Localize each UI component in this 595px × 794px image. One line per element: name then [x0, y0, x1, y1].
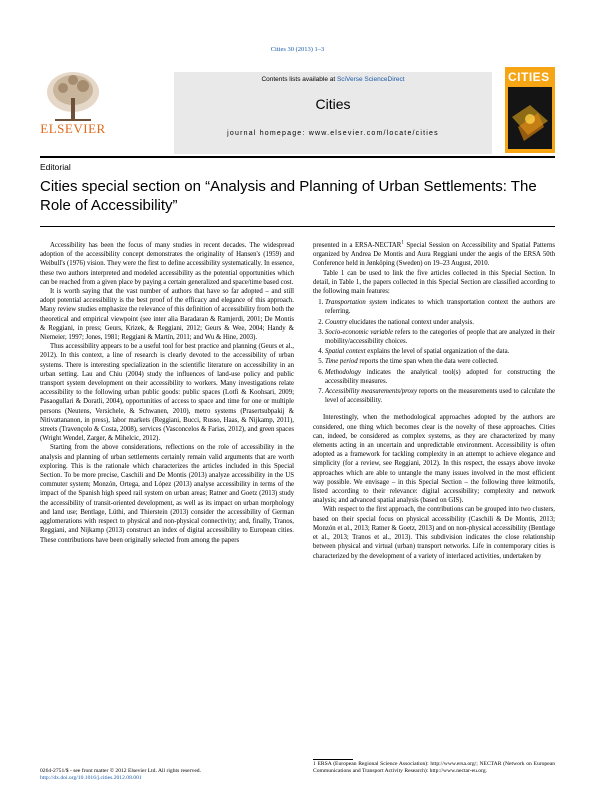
- body-paragraph: Starting from the above considerations, reflections on the role of accessibility in the analysis and planning of urban settlements certainly remain valid arguments that are worth exploring. This is the rationale which characterizes the articles included in this Special Section. To be more precise, Caschili and De Montis (2013) analyze accessibility in the US commuter system; Monzón, Ortega, and López (2013) analyse accessibility in terms of the impact of the Spanish high speed rail system on urban areas; Ratner and Goetz (2013) study the accessibility of transit-oriented development, as well as its impact on urban morphology and land use; Bentlage, Lüthi, and Thierstein (2013) consider the accessibility of German agglomerations with respect to physical and non-physical connectivity; and, finally, Tranos, Reggiani, and Nijkamp (2013) construct an index of digital accessibility to European cities. These contributions have been originally selected from among the papers: [40, 444, 294, 544]
- list-text: refers to the categories of people that are analyzed in their mobility/accessibility choices.: [325, 328, 555, 346]
- list-text: indicates to which transportation context the authors are referring.: [325, 299, 555, 316]
- sciencedirect-link[interactable]: SciVerse ScienceDirect: [336, 76, 405, 83]
- journal-cover[interactable]: [505, 67, 555, 153]
- list-text: explains the level of spatial organization of the data.: [365, 348, 510, 356]
- list-item: [325, 328, 555, 346]
- list-item: [325, 298, 555, 316]
- body-paragraph: Interestingly, when the methodological approaches adopted by the authors are considered, one thing which becomes clear is the novelty of these approaches. Cities can, indeed, be considered as complex systems, as they are characterized by many elements acting in an uncertain and unpredictable environment. Accessibility is often adopted as a framework for tackling complexity in an attempt to achieve elegance and simplicity (for a review, see Reggiani, 2012). In this respect, the essays above invoke approaches which are able to untangle the many issues involved in the most efficient way possible. We envisage – in this Special Section – the following three leitmotifs, listed according to their relevance: digital accessibility; complexity and network analysis; and advanced spatial analysis (based on GIS).: [313, 414, 555, 505]
- paragraph-text: Special Session on Accessibility and Spatial Patterns organized by Andrea De Montis and Aura Reggiani under the aegis of the ERSA 50th Conference held in Jønköping (Sweden) on 19–23 August, 2010.: [313, 242, 555, 268]
- copyright-line: 0264-2751/$ - see front matter © 2012 Elsevier Ltd. All rights reserved.: [40, 768, 201, 774]
- homepage-link[interactable]: www.elsevier.com/locate/cities: [308, 130, 439, 137]
- body-paragraph: [313, 241, 555, 269]
- cover-night-image: [508, 87, 552, 149]
- list-item: [325, 357, 555, 366]
- title-rule: [40, 226, 555, 227]
- contents-prefix: Contents lists available at: [261, 76, 337, 83]
- footnote-rule: [313, 759, 353, 760]
- list-text: reports on the measurements used to calculate the level of accessibility.: [325, 388, 555, 405]
- article-info: [40, 768, 201, 783]
- list-term: Accessibility measurements/proxy: [325, 388, 417, 396]
- header-rule: [40, 156, 555, 158]
- left-column: [40, 241, 294, 545]
- right-column: [313, 241, 555, 561]
- journal-reference[interactable]: Cities 30 (2013) 1–3: [270, 46, 325, 53]
- list-item: [325, 387, 555, 405]
- list-item: [325, 347, 555, 356]
- footnote: 1 ERSA (European Regional Science Association): http://www.ersa.org/; NECTAR (Network on European Communications and Transport Activity Research): http://www.nectar-eu.org.: [313, 761, 555, 775]
- list-text: elucidates the national context under analysis.: [347, 318, 474, 326]
- list-term: Country: [325, 318, 348, 326]
- body-paragraph: With respect to the first approach, the contributions can be grouped into two clusters, based on their special focus on physical accessibility (Caschili & De Montis, 2013; Monzón et al., 2013; Ratner & Goetz, 2013) and on non-physical accessibility (Bentlage et al., 2013; Tranos et al., 2013). This subdivision indicates the close relationship between physical and virtual (urban) transport networks. Life in contemporary cities is characterized by the development of a variety of interlaced activities, undertaken by: [313, 506, 555, 560]
- features-list: [313, 298, 555, 405]
- list-term: Methodology: [325, 368, 361, 376]
- list-term: Transportation system: [325, 299, 388, 307]
- paragraph-text: presented in a ERSA-NECTAR: [313, 242, 402, 249]
- body-paragraph: It is worth saying that the vast number of authors that have so far adopted – and still adopt potential accessibility is the best proof of the efficacy and elegance of this approach. Many review studies emphasize the relevance of this definition of accessibility from both the theoretical and empirical viewpoint (see inter alia Baradaran & Ramjerdi, 2001; De Montis & Reggiani, in press; Geurs, Krizek, & Reggiani, 2012; Geurs & Wee, 2004; Handy & Niemeier, 1997; Jones, 1981; Reggiani & Martín, 2011; and Wu & Hine, 2003).: [40, 288, 294, 342]
- homepage-prefix: journal homepage:: [227, 130, 309, 137]
- list-text: indicates the analytical tool(s) adopted for constructing the accessibility measures.: [325, 368, 555, 385]
- journal-title: Cities: [315, 96, 351, 112]
- elsevier-wordmark: ELSEVIER: [40, 121, 106, 136]
- body-paragraph: Table 1 can be used to link the five articles collected in this Special Section. In detail, in Table 1, the papers collected in this Special Section are classified according to the following main features:: [313, 269, 555, 296]
- list-item: [325, 318, 555, 327]
- list-text: reports the time span when the data were collected.: [357, 358, 499, 366]
- list-term: Time period: [325, 358, 358, 366]
- list-term: Spatial context: [325, 348, 366, 356]
- journal-masthead: [174, 72, 492, 154]
- contents-line: [174, 76, 492, 83]
- body-paragraph: Accessibility has been the focus of many studies in recent decades. The widespread adoption of the accessibility concept demonstrates the originality of Hansen's (1959) and Weibull's (1976) vision. They were the first to define accessibility systematically. In essence, these two authors interpreted and modeled accessibility as the potential opportunities which can be reached from a given place by paying a certain generalized and space/time based cost.: [40, 242, 294, 286]
- cover-title: CITIES: [508, 70, 550, 84]
- homepage-line: [174, 130, 492, 137]
- body-paragraph: Thus accessibility appears to be a useful tool for best practice and planning (Geurs et al., 2012). In this context, a line of research is clearly devoted to the accessibility of urban systems. There is interesting specialization in the scientific literature on accessibility in an urban setting. Lau and Chiu (2004) study the influences of land-use policy and public transport system development on their accessibility to workers. Many investigations relate accessibility to the following urban public goods: public spaces (Lotfi & Koohsari, 2009; Pasaogullari & Doratli, 2004), opportunities of access to space and time for one or multiple persons (Neutens, Versichele, & Schwanen, 2010), metro systems (Prasertsubpakij & Nitivattananon, in press), labor markets (Reggiani, Bucci, Russo, Haas, & Nijkamp, 2011), streets (Travençolo & Costa, 2008), services (Vasconcelos & Farias, 2012), and green spaces (Wright Wendel, Zarger, & Mihelcic, 2012).: [40, 343, 294, 443]
- article-title: Cities special section on “Analysis and Planning of Urban Settlements: The Role of Accessibility”: [40, 178, 537, 214]
- list-term: Socio-economic variable: [325, 328, 393, 336]
- section-label: Editorial: [40, 162, 71, 172]
- list-item: [325, 368, 555, 386]
- doi-link[interactable]: http://dx.doi.org/10.1016/j.cities.2012.08.001: [40, 775, 142, 782]
- footnote-marker[interactable]: 1: [401, 240, 404, 246]
